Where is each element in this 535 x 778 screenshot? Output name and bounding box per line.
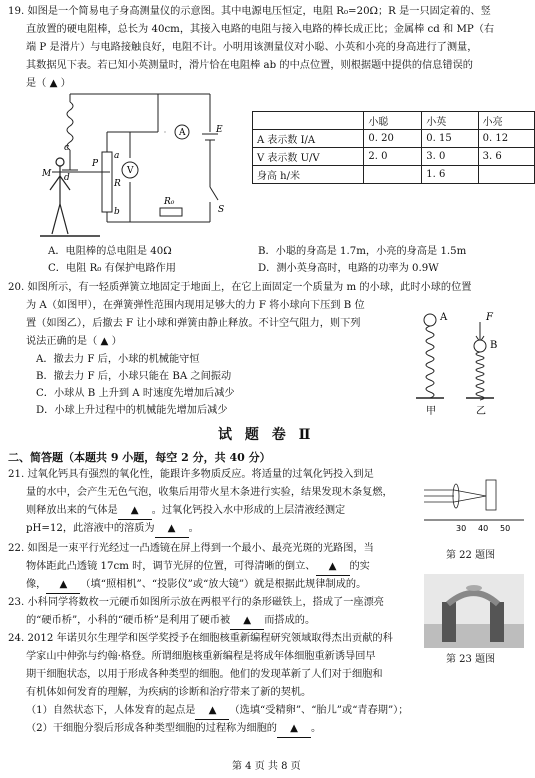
fig22-caption: 第 22 题图: [446, 550, 496, 561]
q24-line: 期干细胞状态，以用于形成各种类型的细胞。他们的发现革新了人们对于细胞和: [26, 669, 383, 680]
q20-option-d: D．小球上升过程中的机械能先增加后减少: [36, 405, 228, 416]
q21-text: 。: [188, 523, 199, 534]
q20-line: 为 A（如图甲），在弹簧弹性范围内现用足够大的力 F 将小球向下压到 B 位: [26, 300, 365, 311]
table-header-cell: 小聪: [364, 112, 422, 130]
label-c: c: [64, 143, 70, 153]
fig23-caption: 第 23 题图: [446, 654, 496, 665]
q24-text: （选填“受精卵”、“胎儿”或“青春期”）；: [229, 705, 409, 716]
answer-blank[interactable]: ▲: [46, 576, 80, 594]
table-row: [253, 148, 535, 166]
q22-text: （填“照相机”、“投影仪”或“放大镜”）就是根据此规律制成的。: [80, 579, 367, 590]
q23-line: 23. 小科同学将数枚一元硬币如图所示放在两根平行的条形磁铁上，搭成了一座漂亮: [8, 597, 384, 608]
table-header-cell: 小亮: [478, 112, 534, 130]
q20-option-b: B．撤去力 F 后，小球只能在 BA 之间振动: [36, 371, 232, 382]
q19-circuit-figure: [40, 92, 230, 242]
scale-label: 30: [456, 524, 467, 533]
q19-data-table: [252, 111, 535, 184]
label-ammeter: A: [179, 128, 186, 138]
table-row: [253, 130, 535, 148]
answer-blank[interactable]: ▲: [277, 720, 311, 738]
q21-text: 。过氧化钙投入水中形成的上层清液经测定: [151, 505, 346, 516]
label-a: a: [114, 151, 120, 161]
table-cell: 2. 0: [364, 148, 422, 166]
label-R: R: [114, 179, 121, 189]
q19-line: 是（ ▲ ）: [26, 78, 71, 89]
label-R0: R₀: [164, 197, 175, 207]
section2-heading: 二、简答题（本题共 9 小题，每空 2 分，共 40 分）: [8, 451, 271, 464]
q19-line: 19. 如图是一个简易电子身高测量仪的示意图。其中电源电压恒定，电阻 R₀=20Ω；R 是一只固定着的、竖: [8, 6, 491, 17]
q24-sub1: [26, 702, 408, 720]
q19-option-a: A．电阻棒的总电阻是 40Ω: [48, 246, 172, 257]
table-row: [253, 166, 535, 184]
answer-blank[interactable]: ▲: [195, 702, 229, 720]
label-jia: 甲: [426, 406, 436, 416]
q19-option-d: D．测小英身高时，电路的功率为 0.9W: [258, 263, 439, 274]
table-header-cell: [253, 112, 364, 130]
section-title: 试 题 卷 Ⅱ: [218, 427, 315, 443]
answer-blank[interactable]: ▲: [316, 558, 350, 576]
label-F: F: [486, 312, 493, 323]
answer-blank[interactable]: ▲: [118, 502, 152, 520]
label-b: b: [114, 207, 120, 217]
q21-text: 则释放出来的气体是: [26, 505, 118, 516]
label-B: B: [490, 340, 498, 351]
q19-option-b: B．小聪的身高是 1.7m，小亮的身高是 1.5m: [258, 246, 467, 257]
q24-line: 有机体如何发育的理解，为疾病的诊断和治疗带来了新的契机。: [26, 687, 312, 698]
label-voltmeter: V: [127, 166, 134, 176]
label-yi: 乙: [476, 406, 486, 416]
table-header-row: [253, 112, 535, 130]
q24-text: （2）干细胞分裂后形成各种类型细胞的过程称为细胞的: [26, 723, 277, 734]
q21-line: 21. 过氧化钙具有强烈的氧化性，能跟许多物质反应。将适量的过氧化钙投入到足: [8, 469, 374, 480]
table-cell: V 表示数 U/V: [253, 148, 364, 166]
q22-line: [26, 558, 370, 576]
q22-line: [26, 576, 366, 594]
answer-blank[interactable]: ▲: [155, 520, 189, 538]
q24-text: 。: [310, 723, 322, 734]
q21-line: 量的水中，会产生无色气泡，收集后用带火星木条进行实验，结果发现木条复燃，: [26, 487, 393, 498]
table-cell: 3. 0: [422, 148, 478, 166]
q24-sub2: [26, 720, 321, 738]
q19-line: 其数据见下表。若已知小英测量时，滑片恰在电阻棒 ab 的中点位置，则根据题中提供的信息错误的: [26, 60, 473, 71]
table-cell: 0. 15: [422, 130, 478, 148]
q23-line: [26, 612, 315, 630]
table-cell: A 表示数 I/A: [253, 130, 364, 148]
table-cell: 3. 6: [478, 148, 534, 166]
label-S: S: [218, 205, 225, 215]
label-E: E: [216, 125, 223, 135]
q21-line: [26, 520, 199, 538]
label-P: P: [92, 159, 99, 169]
q24-line: 24. 2012 年诺贝尔生理学和医学奖授予在细胞核重新编程研究领域取得杰出贡献的科: [8, 633, 393, 644]
table-cell: 1. 6: [422, 166, 478, 184]
q23-text: 的“硬币桥”，小科的“硬币桥”是利用了硬币被: [26, 615, 231, 626]
label-d: d: [64, 173, 70, 183]
label-A: A: [440, 312, 448, 323]
q22-text: 物体距此凸透镜 17cm 时，调节光屏的位置，可得清晰的倒立、: [26, 561, 316, 572]
table-cell: [364, 166, 422, 184]
q20-line: 说法正确的是（ ▲ ）: [26, 336, 122, 347]
scale-label: 40: [478, 524, 489, 533]
page-footer: 第 4 页 共 8 页: [232, 761, 301, 772]
q19-line: 端 P 是滑片）与电路接触良好，电阻不计。小明用该测量仪对小聪、小英和小亮的身高进行了测量，: [26, 42, 478, 53]
q23-text: 而搭成的。: [264, 615, 316, 626]
q19-line: 直放置的硬电阻棒，总长为 40cm，其接入电路的电阻与接入电路的棒长成正比；金属棒 cd 和 MP（右: [26, 24, 495, 35]
table-cell: [478, 166, 534, 184]
q21-line: [26, 502, 345, 520]
answer-blank[interactable]: ▲: [230, 612, 264, 630]
q22-line: 22. 如图是一束平行光经过一凸透镜在屏上得到一个最小、最亮光斑的光路图，当: [8, 543, 374, 554]
q22-lens-figure: [424, 474, 524, 536]
q20-option-a: A．撤去力 F 后，小球的机械能守恒: [36, 354, 200, 365]
q20-line: 20. 如图所示，有一轻质弹簧立地固定于地面上，在它上面固定一个质量为 m 的小球，此时小球的位置: [8, 282, 472, 293]
q22-text: 的实: [349, 561, 370, 572]
table-cell: 0. 20: [364, 130, 422, 148]
q20-option-c: C．小球从 B 上升到 A 时速度先增加后减少: [36, 388, 235, 399]
q23-coin-bridge-photo: [424, 574, 524, 648]
table-header-cell: 小英: [422, 112, 478, 130]
q24-line: 学家山中伸弥与约翰·格登。所谓细胞核重新编程是将成年体细胞重新诱导回早: [26, 651, 376, 662]
q19-option-c: C．电阻 R₀ 有保护电路作用: [48, 263, 176, 274]
q20-line: 置（如图乙），后撤去 F 让小球和弹簧由静止释放。不计空气阻力，则下列: [26, 318, 361, 329]
scale-label: 50: [500, 524, 511, 533]
q24-text: （1）自然状态下，人体发育的起点是: [26, 705, 196, 716]
table-cell: 身高 h/米: [253, 166, 364, 184]
label-M: M: [42, 169, 52, 179]
table-cell: 0. 12: [478, 130, 534, 148]
q22-text: 像，: [26, 579, 47, 590]
q20-spring-figure: [410, 308, 520, 416]
q21-text: pH=12，此溶液中的溶质为: [26, 523, 155, 534]
